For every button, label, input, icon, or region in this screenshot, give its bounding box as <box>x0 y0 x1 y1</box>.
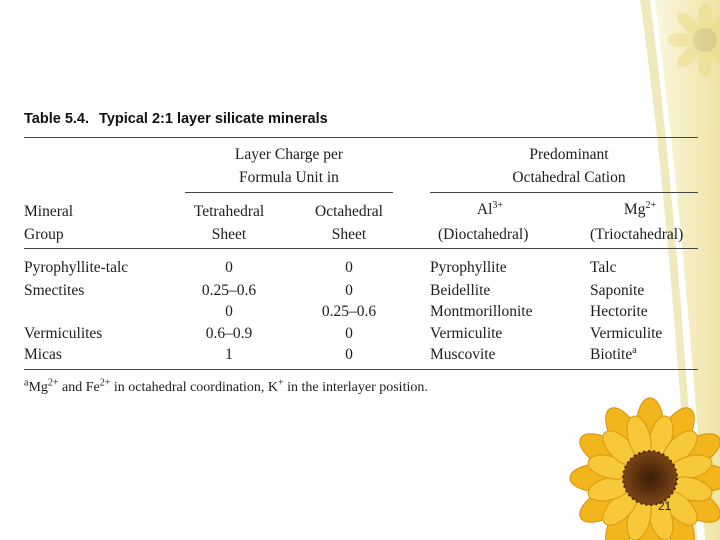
row-5-octahedral: 0 <box>345 346 353 363</box>
footnote-marker: a <box>24 377 29 389</box>
slide-page-number: 21 <box>658 499 672 513</box>
row-5-dioctahedral: Muscovite <box>430 346 496 363</box>
row-2-tetrahedral: 0.25–0.6 <box>201 282 257 299</box>
row-2-octahedral: 0 <box>345 282 353 299</box>
table-title <box>24 111 328 127</box>
row-3-octahedral: 0.25–0.6 <box>321 303 377 320</box>
row-1-tetrahedral: 0 <box>225 259 233 276</box>
table-number: Table 5.4. <box>24 111 90 127</box>
table-top-rule <box>24 137 698 138</box>
row-1-trioctahedral: Talc <box>590 259 617 276</box>
trioctahedral-header: (Trioctahedral) <box>590 226 684 243</box>
dioctahedral-header: (Dioctahedral) <box>438 226 529 243</box>
octahedral-cation-underline <box>430 192 698 193</box>
magnesium-header: $Mg^{2+}$ <box>623 199 657 218</box>
row-2-group: Smectites <box>24 282 85 299</box>
row-4-group: Vermiculites <box>24 325 103 342</box>
header-bottom-rule <box>24 248 698 249</box>
row-5-tetrahedral: 1 <box>225 346 233 363</box>
tetrahedral-header-line1: Tetrahedral <box>193 203 265 220</box>
aluminum-header: $Al^{3+}$ <box>476 199 504 218</box>
row-3-trioctahedral: Hectorite <box>590 303 648 320</box>
row-3-dioctahedral: Montmorillonite <box>430 303 533 320</box>
predominant-cation-header-line1: Predominant <box>529 146 609 163</box>
row-1-dioctahedral: Pyrophyllite <box>430 259 507 276</box>
row-3-tetrahedral: 0 <box>225 303 233 320</box>
row-4-trioctahedral: Vermiculite <box>590 325 663 342</box>
row-4-octahedral: 0 <box>345 325 353 342</box>
row-1-octahedral: 0 <box>345 259 353 276</box>
row-5-trioctahedral: Biotite$^a$ <box>590 344 637 363</box>
mineral-group-header-line1: Mineral <box>24 203 74 220</box>
table-footnote: $^aMg^{2+}$ and $Fe^{2+}$ in octahedral coordination, K+ in the interlayer position. <box>24 377 428 395</box>
table-caption: Typical 2:1 layer silicate minerals <box>99 111 328 127</box>
octahedral-header-line1: Octahedral <box>315 203 383 220</box>
tetrahedral-header-line2: Sheet <box>211 226 247 243</box>
mineral-group-header-line2: Group <box>24 226 64 243</box>
layer-charge-header-line1: Layer Charge per <box>234 146 344 163</box>
row-2-dioctahedral: Beidellite <box>430 282 491 299</box>
layer-charge-header-line2: Formula Unit in <box>239 169 339 186</box>
row-2-trioctahedral: Saponite <box>590 282 645 299</box>
table-bottom-rule <box>24 369 698 370</box>
octahedral-header-line2: Sheet <box>331 226 367 243</box>
layer-charge-underline <box>185 192 393 193</box>
row-4-dioctahedral: Vermiculite <box>430 325 503 342</box>
row-1-group: Pyrophyllite-talc <box>24 259 129 276</box>
row-5-group: Micas <box>24 346 62 363</box>
predominant-cation-header-line2: Octahedral Cation <box>512 169 626 186</box>
row-4-tetrahedral: 0.6–0.9 <box>205 325 253 342</box>
